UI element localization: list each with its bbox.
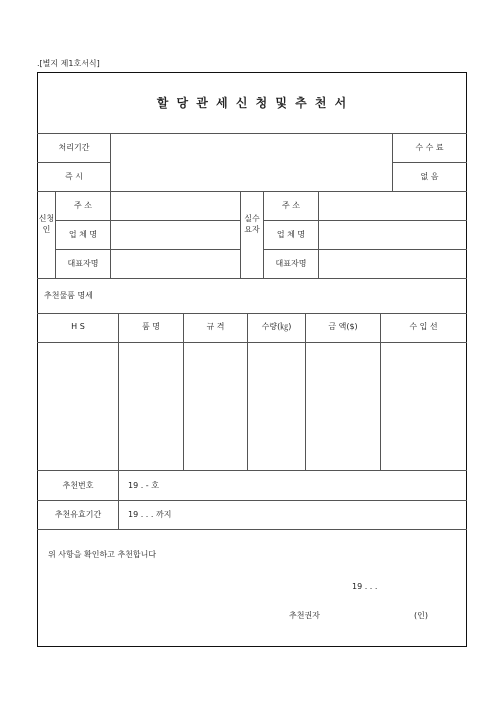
rule — [37, 162, 110, 163]
recommendation-number-label: 추천번호 — [62, 481, 94, 490]
rule — [318, 191, 319, 279]
outer-border-left — [37, 72, 38, 647]
validity-value: 19 . . . 까지 — [128, 510, 172, 519]
items-header-name: 품 명 — [142, 322, 160, 331]
end-user-rep-label: 대표자명 — [275, 259, 307, 268]
outer-border-top — [37, 72, 467, 73]
rule — [37, 191, 467, 192]
form-reference: .[별지 제1호서식] — [37, 59, 100, 68]
rule — [118, 313, 119, 471]
end-user-company-label: 업 체 명 — [276, 230, 306, 239]
recommender-label: 추천권자 — [289, 611, 320, 620]
end-user-address-label: 주 소 — [282, 201, 300, 210]
rule — [392, 162, 467, 163]
rule — [37, 529, 467, 530]
end-user-side-label: 실수요자 — [244, 214, 260, 234]
items-header-import-source: 수 입 선 — [409, 322, 438, 331]
fee-label: 수 수 료 — [415, 143, 444, 152]
rule — [183, 313, 184, 471]
processing-period-label: 처리기간 — [58, 143, 90, 152]
items-header-hs: H S — [71, 322, 85, 331]
rule — [240, 191, 241, 279]
rule — [118, 470, 119, 530]
recommendation-date: 19 . . . — [352, 582, 378, 591]
rule — [37, 470, 467, 471]
applicant-rep-label: 대표자명 — [67, 259, 99, 268]
rule — [263, 220, 467, 221]
rule — [110, 191, 111, 279]
confirmation-statement: 위 사항을 확인하고 추천합니다 — [48, 550, 157, 559]
processing-period-value: 즉 시 — [65, 172, 83, 181]
rule — [305, 313, 306, 471]
applicant-address-label: 주 소 — [74, 201, 92, 210]
rule — [247, 313, 248, 471]
fee-value: 없 음 — [420, 172, 439, 181]
validity-label: 추천유효기간 — [54, 510, 102, 519]
rule — [392, 133, 393, 192]
applicant-company-label: 업 체 명 — [68, 230, 98, 239]
seal-mark: (인) — [414, 611, 428, 620]
rule — [37, 342, 467, 343]
rule — [380, 313, 381, 471]
rule — [37, 278, 467, 279]
items-header-spec: 규 격 — [206, 322, 225, 331]
rule — [55, 249, 240, 250]
outer-border-bottom — [37, 646, 467, 647]
outer-border-right — [466, 72, 467, 647]
applicant-side-label: 신청인 — [38, 214, 55, 234]
items-section-label: 추천물품 명세 — [44, 291, 93, 300]
rule — [55, 220, 240, 221]
recommendation-number-value: 19 . - 호 — [128, 481, 159, 490]
rule — [263, 249, 467, 250]
rule — [37, 133, 467, 134]
rule — [37, 500, 467, 501]
form-title: 할 당 관 세 신 청 및 추 천 서 — [156, 96, 349, 110]
rule — [37, 313, 467, 314]
items-header-quantity: 수량(㎏) — [261, 322, 292, 331]
items-header-amount: 금 액($) — [328, 322, 358, 331]
rule — [110, 133, 111, 192]
